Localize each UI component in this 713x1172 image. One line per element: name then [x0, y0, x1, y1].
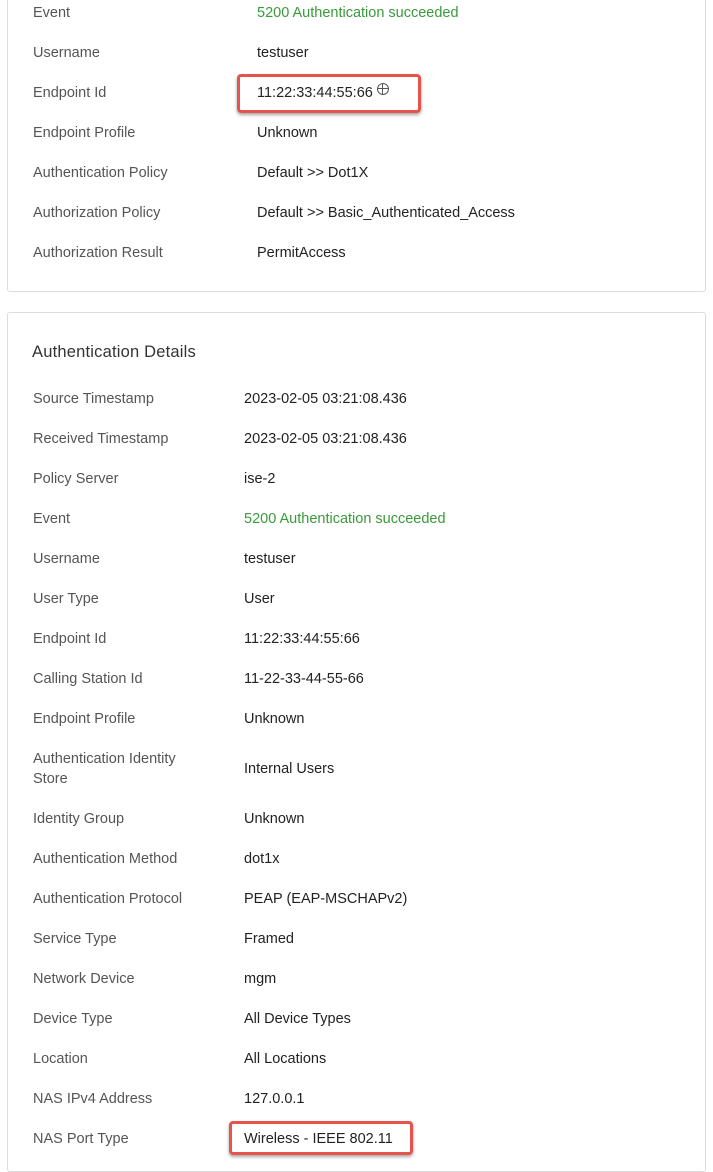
row-label: Authorization Result — [33, 245, 163, 261]
detail-row-username — [33, 33, 695, 73]
row-value: mgm — [244, 971, 277, 987]
detail-row-authentication-identity-store — [33, 739, 695, 799]
row-value: Unknown — [257, 125, 318, 141]
detail-row-location — [33, 1039, 695, 1079]
row-value: Default >> Basic_Authenticated_Access — [257, 205, 515, 221]
row-value: testuser — [257, 45, 309, 61]
detail-row-username — [33, 539, 695, 579]
row-value: Wireless - IEEE 802.11 — [244, 1131, 393, 1147]
detail-row-authorization-result — [33, 233, 695, 273]
detail-row-endpoint-profile — [33, 699, 695, 739]
row-value: User — [244, 591, 275, 607]
row-label: Calling Station Id — [33, 671, 143, 687]
row-label: Event — [33, 511, 71, 527]
detail-row-calling-station-id — [33, 659, 695, 699]
row-label: Identity Group — [33, 811, 125, 827]
row-value: All Device Types — [244, 1011, 351, 1027]
event-summary-panel — [7, 0, 706, 292]
section-title: Authentication Details — [32, 343, 196, 361]
detail-row-event — [33, 499, 695, 539]
row-label: Authentication Identity Store — [33, 751, 176, 787]
detail-row-endpoint-id — [33, 619, 695, 659]
row-label: Source Timestamp — [33, 391, 154, 407]
detail-row-device-type — [33, 999, 695, 1039]
row-value: All Locations — [244, 1051, 327, 1067]
detail-row-authentication-method — [33, 839, 695, 879]
row-label: Authentication Method — [33, 851, 178, 867]
row-label: Received Timestamp — [33, 431, 169, 447]
row-label: Authentication Policy — [33, 165, 168, 181]
row-value: PEAP (EAP-MSCHAPv2) — [244, 891, 408, 907]
row-label: Location — [33, 1051, 88, 1067]
status-value: 5200 Authentication succeeded — [257, 5, 459, 21]
detail-row-authentication-protocol — [33, 879, 695, 919]
row-label: Service Type — [33, 931, 117, 947]
row-label: Policy Server — [33, 471, 119, 487]
detail-row-authorization-policy — [33, 193, 695, 233]
detail-row-source-timestamp — [33, 379, 695, 419]
row-label: User Type — [33, 591, 99, 607]
endpoint-id-value[interactable] — [257, 83, 389, 103]
detail-row-event — [33, 0, 695, 33]
detail-row-endpoint-profile — [33, 113, 695, 153]
row-value: ise-2 — [244, 471, 276, 487]
detail-row-user-type — [33, 579, 695, 619]
row-label: Username — [33, 45, 100, 61]
detail-row-nas-ipv4-address — [33, 1079, 695, 1119]
row-value: 2023-02-05 03:21:08.436 — [244, 391, 407, 407]
row-label: NAS IPv4 Address — [33, 1091, 153, 1107]
row-label: Username — [33, 551, 100, 567]
globe-icon[interactable] — [377, 83, 389, 95]
row-label: Event — [33, 5, 71, 21]
row-label: Authentication Protocol — [33, 891, 183, 907]
status-value: 5200 Authentication succeeded — [244, 511, 446, 527]
authentication-details-panel — [7, 312, 706, 1172]
row-value: 2023-02-05 03:21:08.436 — [244, 431, 407, 447]
row-label: Network Device — [33, 971, 135, 987]
row-label: NAS Port Type — [33, 1131, 129, 1147]
row-value: 11-22-33-44-55-66 — [244, 671, 364, 687]
detail-row-authentication-policy — [33, 153, 695, 193]
row-value: dot1x — [244, 851, 280, 867]
detail-row-network-device — [33, 959, 695, 999]
row-value: 127.0.0.1 — [244, 1091, 305, 1107]
row-label: Endpoint Id — [33, 85, 107, 101]
detail-row-service-type — [33, 919, 695, 959]
detail-row-endpoint-id — [33, 73, 695, 113]
row-value: Unknown — [244, 811, 305, 827]
row-label: Device Type — [33, 1011, 113, 1027]
row-value: Internal Users — [244, 761, 335, 777]
endpoint-id-text: 11:22:33:44:55:66 — [257, 85, 373, 101]
detail-row-policy-server — [33, 459, 695, 499]
row-value: Default >> Dot1X — [257, 165, 369, 181]
detail-row-nas-port-type — [33, 1119, 695, 1159]
row-label: Endpoint Profile — [33, 711, 136, 727]
detail-row-identity-group — [33, 799, 695, 839]
row-label: Authorization Policy — [33, 205, 161, 221]
row-value: testuser — [244, 551, 296, 567]
row-value: Unknown — [244, 711, 305, 727]
row-value: PermitAccess — [257, 245, 346, 261]
detail-row-received-timestamp — [33, 419, 695, 459]
row-label: Endpoint Id — [33, 631, 107, 647]
row-label: Endpoint Profile — [33, 125, 136, 141]
row-value: Framed — [244, 931, 294, 947]
row-value: 11:22:33:44:55:66 — [244, 631, 360, 647]
